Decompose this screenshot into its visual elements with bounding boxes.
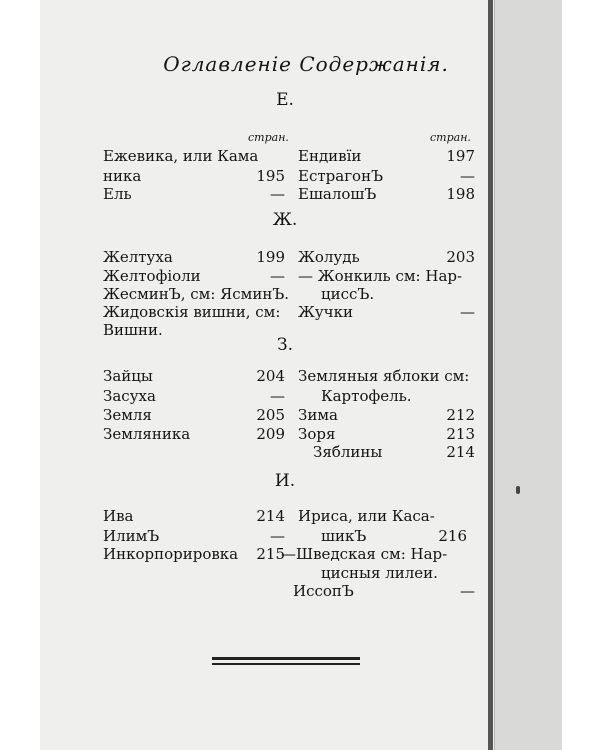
entry-name: Земля bbox=[103, 406, 152, 424]
entry-page: 214 bbox=[256, 507, 285, 525]
entry-page: 195 bbox=[256, 167, 285, 185]
page-gutter bbox=[488, 0, 493, 750]
entry-page: 198 bbox=[446, 185, 475, 203]
entry-name: шикЪ bbox=[321, 527, 367, 545]
entry-page: — bbox=[460, 582, 475, 600]
closing-rule-top bbox=[212, 657, 360, 660]
facing-page-edge bbox=[488, 0, 562, 750]
section-letter-zh: Ж. bbox=[272, 210, 298, 230]
entry-name: ЕшалошЪ bbox=[298, 185, 377, 203]
closing-rule-bottom bbox=[212, 663, 360, 665]
entry-page: 216 bbox=[438, 527, 467, 545]
section-letter-z: З. bbox=[277, 335, 293, 355]
column-label-left: стран. bbox=[248, 131, 289, 144]
entry-page: — bbox=[460, 167, 475, 185]
entry-page: 212 bbox=[446, 406, 475, 424]
entry-name: Желтофіоли bbox=[103, 267, 201, 285]
entry-name: Желтуха bbox=[103, 248, 173, 266]
entry-page: — bbox=[270, 527, 285, 545]
entry-page: 199 bbox=[256, 248, 285, 266]
entry-name: Земляныя яблоки см: bbox=[298, 367, 470, 385]
page-title: Оглавленіе Содержанія. bbox=[163, 52, 449, 76]
entry-name: Ириса, или Каса- bbox=[298, 507, 435, 525]
index-row bbox=[103, 145, 475, 167]
entry-page: 205 bbox=[256, 406, 285, 424]
entry-name: Зоря bbox=[298, 425, 336, 443]
entry-name: ника bbox=[103, 167, 142, 185]
entry-page: 215 bbox=[256, 545, 285, 563]
entry-name: Ива bbox=[103, 507, 134, 525]
entry-name: цисныя лилеи. bbox=[321, 564, 438, 582]
entry-name: Зайцы bbox=[103, 367, 153, 385]
entry-name: Зима bbox=[298, 406, 338, 424]
entry-page: — bbox=[270, 267, 285, 285]
entry-page: 197 bbox=[446, 147, 475, 165]
entry-name: Картофель. bbox=[321, 387, 412, 405]
entry-name: Жучки bbox=[298, 303, 353, 321]
entry-name: Ендивїи bbox=[298, 147, 362, 165]
entry-page: — bbox=[460, 303, 475, 321]
entry-name: —Шведская см: Нар- bbox=[281, 545, 448, 563]
entry-page: 204 bbox=[256, 367, 285, 385]
section-letter-e: Е. bbox=[276, 90, 294, 110]
entry-name: Жолудь bbox=[298, 248, 360, 266]
entry-name: Жидовскія вишни, см: bbox=[103, 303, 281, 321]
entry-name: — Жонкиль см: Нар- bbox=[298, 267, 463, 285]
entry-page: 213 bbox=[446, 425, 475, 443]
entry-page: 203 bbox=[446, 248, 475, 266]
entry-page: — bbox=[270, 185, 285, 203]
index-row bbox=[103, 365, 475, 387]
entry-name: ИлимЪ bbox=[103, 527, 160, 545]
entry-page: 214 bbox=[446, 443, 475, 461]
entry-name: ИссопЪ bbox=[293, 582, 354, 600]
entry-page: — bbox=[270, 387, 285, 405]
entry-name: Зяблины bbox=[313, 443, 383, 461]
entry-name: ЖесминЪ, см: ЯсминЪ. bbox=[103, 285, 289, 303]
index-row bbox=[103, 505, 475, 527]
column-label-right: стран. bbox=[430, 131, 471, 144]
entry-page: 209 bbox=[256, 425, 285, 443]
entry-name: циссЪ. bbox=[321, 285, 375, 303]
index-row bbox=[103, 183, 475, 205]
entry-name: Засуха bbox=[103, 387, 156, 405]
index-row bbox=[103, 580, 475, 602]
index-row bbox=[103, 441, 475, 463]
section-letter-i: И. bbox=[274, 471, 296, 491]
entry-name: Инкорпорировка bbox=[103, 545, 239, 563]
entry-name: Вишни. bbox=[103, 321, 163, 339]
entry-name: ЕстрагонЪ bbox=[298, 167, 383, 185]
entry-name: Земляника bbox=[103, 425, 191, 443]
entry-name: Ежевика, или Кама bbox=[103, 147, 259, 165]
entry-name: Ель bbox=[103, 185, 132, 203]
